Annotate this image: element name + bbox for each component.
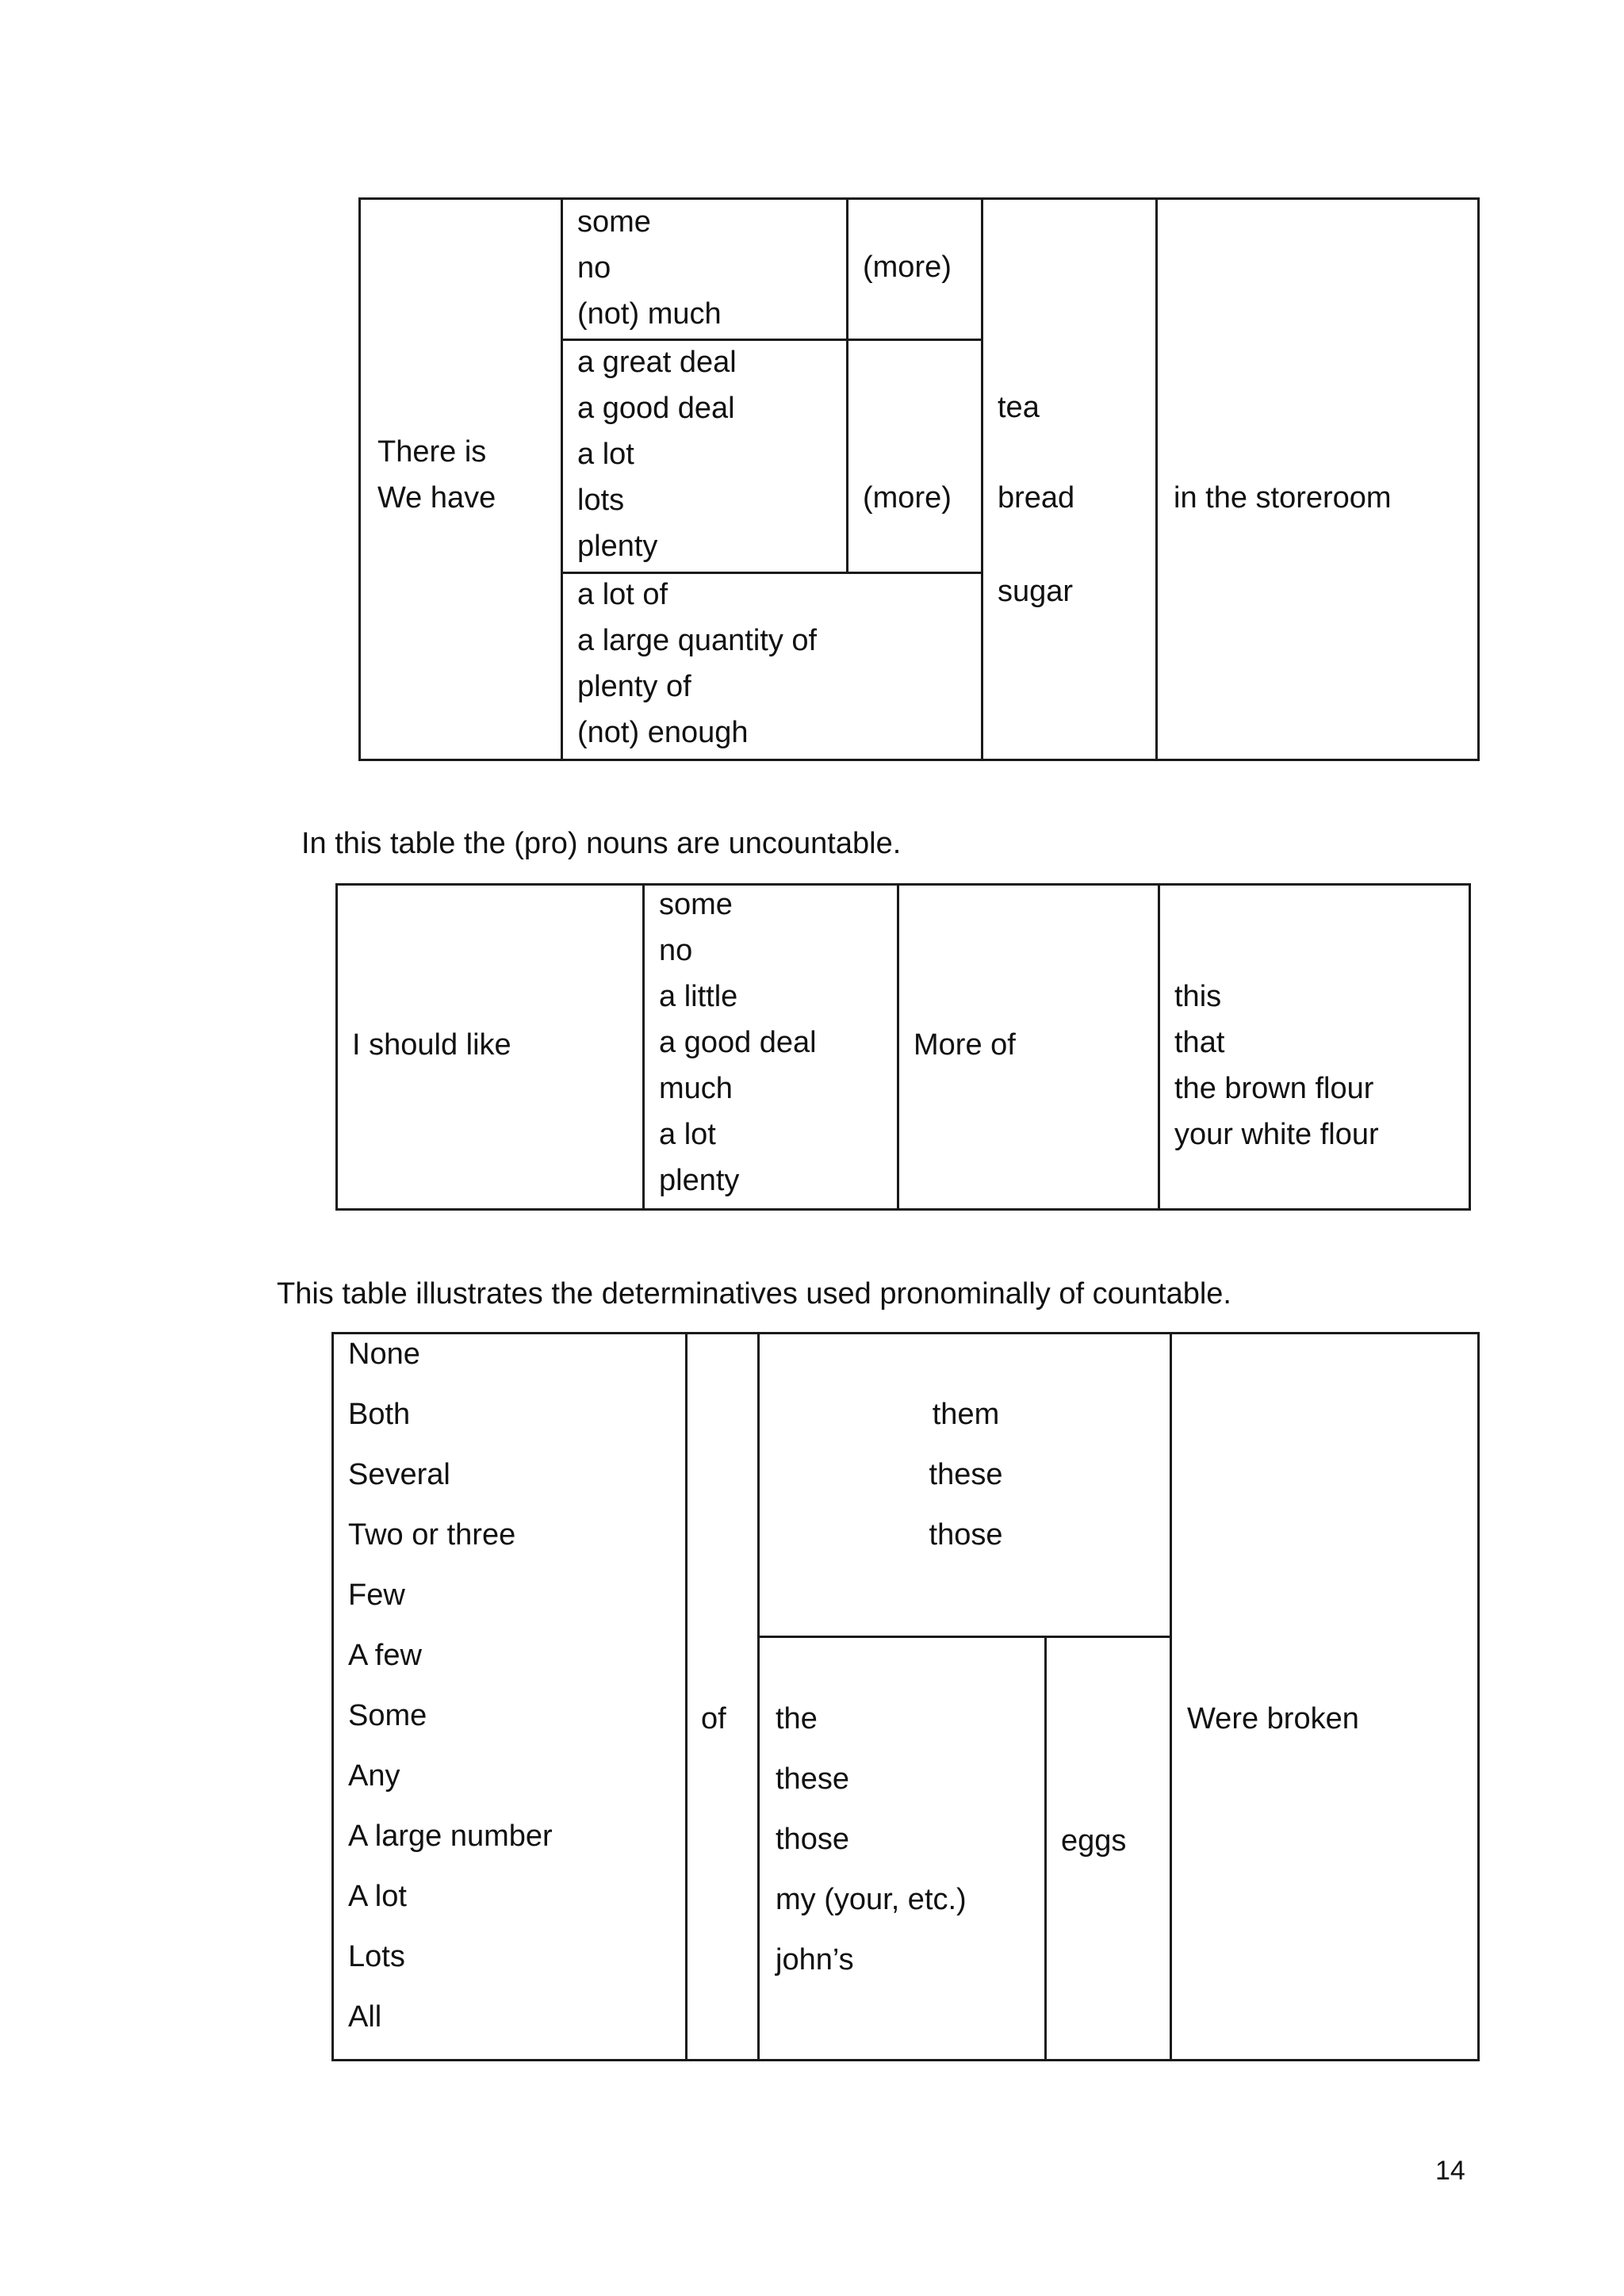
quantifier-text: plenty of bbox=[577, 670, 691, 703]
table-divider bbox=[1044, 1636, 1047, 2061]
table-border bbox=[358, 759, 1480, 761]
subject-text: We have bbox=[377, 481, 496, 515]
table-divider bbox=[897, 883, 899, 1211]
determinative-text: Some bbox=[348, 1699, 427, 1732]
noun-text: sugar bbox=[998, 575, 1074, 608]
determinative-text: Several bbox=[348, 1458, 450, 1491]
of-text: of bbox=[701, 1702, 726, 1735]
determinative-text: A lot bbox=[348, 1880, 407, 1913]
page-number: 14 bbox=[1435, 2156, 1465, 2186]
object-text: the brown flour bbox=[1174, 1072, 1374, 1105]
table-border bbox=[1469, 883, 1471, 1211]
quantifier-list bbox=[659, 882, 817, 1203]
quantifier-text: no bbox=[659, 934, 693, 967]
determinative-text: Any bbox=[348, 1759, 400, 1793]
object-text: that bbox=[1174, 1026, 1225, 1059]
determinative-text: Few bbox=[348, 1578, 405, 1612]
determinative-list bbox=[348, 1324, 553, 2047]
pronoun-list bbox=[760, 1384, 1172, 1565]
quantifier-group-c bbox=[577, 572, 817, 756]
object-text: your white flour bbox=[1174, 1118, 1379, 1151]
determiner-text: the bbox=[776, 1702, 818, 1735]
object-list bbox=[1174, 974, 1379, 1158]
quantifier-text: a lot of bbox=[577, 578, 668, 611]
object-text: this bbox=[1174, 980, 1222, 1013]
table-divider bbox=[561, 197, 563, 761]
table-divider bbox=[642, 883, 645, 1211]
quantifier-text: a lot bbox=[577, 438, 634, 471]
pronoun-text: these bbox=[929, 1458, 1003, 1491]
table-border bbox=[335, 883, 1471, 886]
determinative-text: A few bbox=[348, 1639, 422, 1672]
noun-text: bread bbox=[998, 481, 1075, 515]
table-border bbox=[1477, 1332, 1480, 2061]
determinative-text: Two or three bbox=[348, 1518, 516, 1552]
more-of-text: More of bbox=[914, 1028, 1016, 1062]
quantifier-text: some bbox=[659, 888, 733, 921]
quantifier-text: some bbox=[577, 205, 651, 239]
quantifier-group-b bbox=[577, 339, 737, 569]
table-border bbox=[1477, 197, 1480, 761]
quantifier-text: a great deal bbox=[577, 346, 737, 379]
table-divider bbox=[757, 1636, 1172, 1638]
subject-text: I should like bbox=[352, 1028, 511, 1062]
place-text: in the storeroom bbox=[1174, 481, 1392, 515]
quantifier-text: a good deal bbox=[659, 1026, 817, 1059]
quantifier-text: a little bbox=[659, 980, 738, 1013]
pronoun-text: them bbox=[932, 1398, 1000, 1431]
quantifier-text: (not) enough bbox=[577, 716, 749, 749]
table-divider bbox=[981, 197, 983, 761]
determiner-text: these bbox=[776, 1762, 849, 1796]
determinative-text: Lots bbox=[348, 1940, 405, 1973]
quantifier-text: (not) much bbox=[577, 297, 722, 331]
table-divider bbox=[846, 197, 848, 573]
determinative-text: A large number bbox=[348, 1820, 553, 1853]
subject-cell bbox=[377, 429, 496, 521]
quantifier-text: no bbox=[577, 251, 611, 285]
table-border bbox=[335, 1208, 1471, 1211]
determiner-list bbox=[776, 1689, 967, 1990]
quantifier-text: a lot bbox=[659, 1118, 716, 1151]
quantifier-text: lots bbox=[577, 484, 625, 517]
pronoun-text: those bbox=[929, 1518, 1003, 1552]
noun-text: tea bbox=[998, 391, 1040, 424]
noun-text: eggs bbox=[1061, 1824, 1127, 1858]
table-border bbox=[335, 883, 338, 1211]
quantifier-group-a bbox=[577, 199, 722, 337]
determinative-text: All bbox=[348, 2000, 382, 2034]
table-caption: This table illustrates the determinatives used pronominally of countable. bbox=[277, 1277, 1231, 1311]
predicate-text: Were broken bbox=[1187, 1702, 1359, 1735]
table-border bbox=[358, 197, 361, 761]
quantifier-text: plenty bbox=[577, 530, 658, 563]
table-caption: In this table the (pro) nouns are uncountable. bbox=[301, 827, 902, 860]
more-text: (more) bbox=[863, 481, 952, 515]
more-text: (more) bbox=[863, 251, 952, 284]
table-divider bbox=[685, 1332, 688, 2061]
table-border bbox=[331, 2059, 1480, 2061]
table-border bbox=[331, 1332, 334, 2061]
determiner-text: my (your, etc.) bbox=[776, 1883, 967, 1916]
determinative-text: Both bbox=[348, 1398, 411, 1431]
table-divider bbox=[1158, 883, 1160, 1211]
quantifier-text: a large quantity of bbox=[577, 624, 818, 657]
table-divider bbox=[1155, 197, 1158, 761]
quantifier-text: a good deal bbox=[577, 392, 735, 425]
determinative-text: None bbox=[348, 1337, 420, 1371]
table-border bbox=[358, 197, 1480, 200]
determiner-text: john’s bbox=[776, 1943, 854, 1976]
determiner-text: those bbox=[776, 1823, 849, 1856]
quantifier-text: plenty bbox=[659, 1164, 740, 1197]
quantifier-text: much bbox=[659, 1072, 733, 1105]
subject-text: There is bbox=[377, 435, 487, 469]
